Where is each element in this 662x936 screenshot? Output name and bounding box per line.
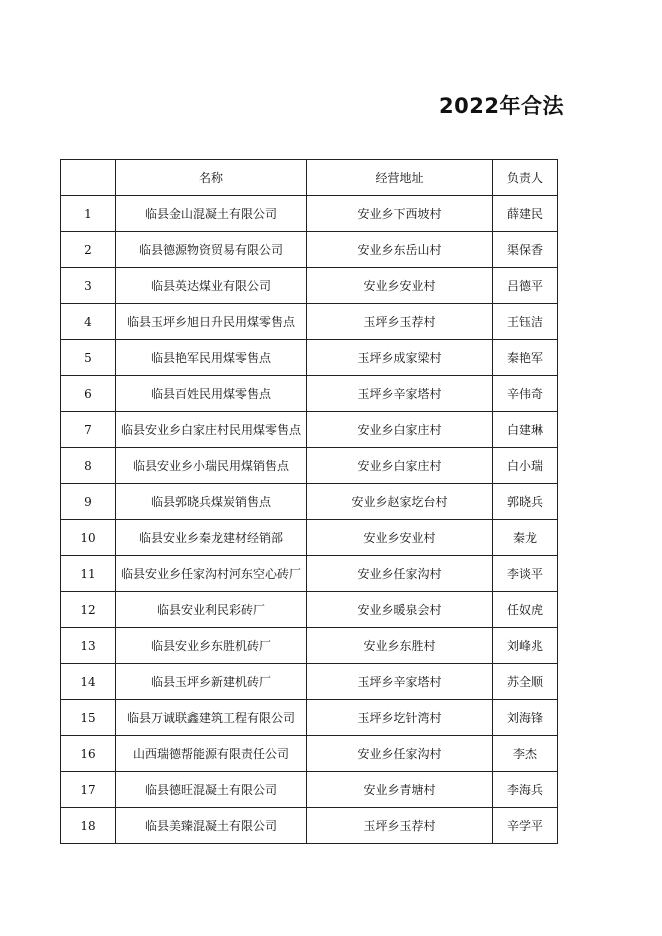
table-row: [61, 196, 558, 232]
table-row: [61, 304, 558, 340]
table-row: [61, 700, 558, 736]
row-number: 8: [61, 448, 116, 484]
company-name: 临县百姓民用煤零售点: [116, 376, 307, 412]
company-name: 临县德旺混凝土有限公司: [116, 772, 307, 808]
table-row: [61, 736, 558, 772]
responsible-person: 薛建民: [493, 196, 558, 232]
table-row: [61, 808, 558, 844]
responsible-person: 郭晓兵: [493, 484, 558, 520]
business-address: 安业乡白家庄村: [307, 448, 493, 484]
header-index: [61, 160, 116, 196]
responsible-person: 王钰洁: [493, 304, 558, 340]
row-number: 12: [61, 592, 116, 628]
row-number: 11: [61, 556, 116, 592]
company-name: 临县郭晓兵煤炭销售点: [116, 484, 307, 520]
company-name: 临县美臻混凝土有限公司: [116, 808, 307, 844]
responsible-person: 辛学平: [493, 808, 558, 844]
business-address: 安业乡任家沟村: [307, 556, 493, 592]
business-address: 安业乡任家沟村: [307, 736, 493, 772]
company-name: 临县安业乡东胜机砖厂: [116, 628, 307, 664]
responsible-person: 吕德平: [493, 268, 558, 304]
business-address: 安业乡安业村: [307, 520, 493, 556]
table-row: [61, 448, 558, 484]
responsible-person: 刘峰兆: [493, 628, 558, 664]
responsible-person: 渠保香: [493, 232, 558, 268]
table-row: [61, 484, 558, 520]
responsible-person: 秦艳军: [493, 340, 558, 376]
responsible-person: 白建琳: [493, 412, 558, 448]
responsible-person: 苏全顺: [493, 664, 558, 700]
business-address: 安业乡东岳山村: [307, 232, 493, 268]
table-row: [61, 232, 558, 268]
table-header-row: [61, 160, 558, 196]
row-number: 1: [61, 196, 116, 232]
business-address: 玉坪乡玉荐村: [307, 304, 493, 340]
table-row: [61, 664, 558, 700]
company-name: 山西瑞德帮能源有限责任公司: [116, 736, 307, 772]
row-number: 9: [61, 484, 116, 520]
row-number: 15: [61, 700, 116, 736]
table-row: [61, 772, 558, 808]
table-row: [61, 412, 558, 448]
company-name: 临县玉坪乡新建机砖厂: [116, 664, 307, 700]
responsible-person: 辛伟奇: [493, 376, 558, 412]
company-name: 临县安业利民彩砖厂: [116, 592, 307, 628]
responsible-person: 白小瑞: [493, 448, 558, 484]
row-number: 14: [61, 664, 116, 700]
table-row: [61, 376, 558, 412]
company-name: 临县安业乡小瑞民用煤销售点: [116, 448, 307, 484]
row-number: 17: [61, 772, 116, 808]
table-body: [61, 196, 558, 844]
business-address: 安业乡白家庄村: [307, 412, 493, 448]
business-address: 玉坪乡成家梁村: [307, 340, 493, 376]
business-address: 玉坪乡圪针湾村: [307, 700, 493, 736]
company-name: 临县德源物资贸易有限公司: [116, 232, 307, 268]
header-address: 经营地址: [307, 160, 493, 196]
business-address: 玉坪乡辛家塔村: [307, 664, 493, 700]
row-number: 13: [61, 628, 116, 664]
company-name: 临县安业乡白家庄村民用煤零售点: [116, 412, 307, 448]
header-name: 名称: [116, 160, 307, 196]
responsible-person: 任奴虎: [493, 592, 558, 628]
business-address: 玉坪乡玉荐村: [307, 808, 493, 844]
business-address: 安业乡下西坡村: [307, 196, 493, 232]
table-row: [61, 628, 558, 664]
business-address: 安业乡青塘村: [307, 772, 493, 808]
document-title: 2022年合法: [439, 94, 564, 118]
company-name: 临县艳军民用煤零售点: [116, 340, 307, 376]
registry-table: [60, 159, 558, 844]
row-number: 6: [61, 376, 116, 412]
company-name: 临县英达煤业有限公司: [116, 268, 307, 304]
row-number: 16: [61, 736, 116, 772]
table-row: [61, 268, 558, 304]
responsible-person: 李谈平: [493, 556, 558, 592]
table-row: [61, 340, 558, 376]
business-address: 玉坪乡辛家塔村: [307, 376, 493, 412]
company-name: 临县安业乡秦龙建材经销部: [116, 520, 307, 556]
table-row: [61, 556, 558, 592]
company-name: 临县万诚联鑫建筑工程有限公司: [116, 700, 307, 736]
row-number: 5: [61, 340, 116, 376]
table-row: [61, 520, 558, 556]
row-number: 7: [61, 412, 116, 448]
business-address: 安业乡安业村: [307, 268, 493, 304]
responsible-person: 李杰: [493, 736, 558, 772]
table-row: [61, 592, 558, 628]
company-name: 临县安业乡任家沟村河东空心砖厂: [116, 556, 307, 592]
business-address: 安业乡东胜村: [307, 628, 493, 664]
row-number: 18: [61, 808, 116, 844]
row-number: 10: [61, 520, 116, 556]
company-name: 临县玉坪乡旭日升民用煤零售点: [116, 304, 307, 340]
business-address: 安业乡暖泉会村: [307, 592, 493, 628]
responsible-person: 李海兵: [493, 772, 558, 808]
row-number: 4: [61, 304, 116, 340]
row-number: 2: [61, 232, 116, 268]
company-name: 临县金山混凝土有限公司: [116, 196, 307, 232]
business-address: 安业乡赵家圪台村: [307, 484, 493, 520]
row-number: 3: [61, 268, 116, 304]
header-person: 负责人: [493, 160, 558, 196]
responsible-person: 秦龙: [493, 520, 558, 556]
responsible-person: 刘海锋: [493, 700, 558, 736]
